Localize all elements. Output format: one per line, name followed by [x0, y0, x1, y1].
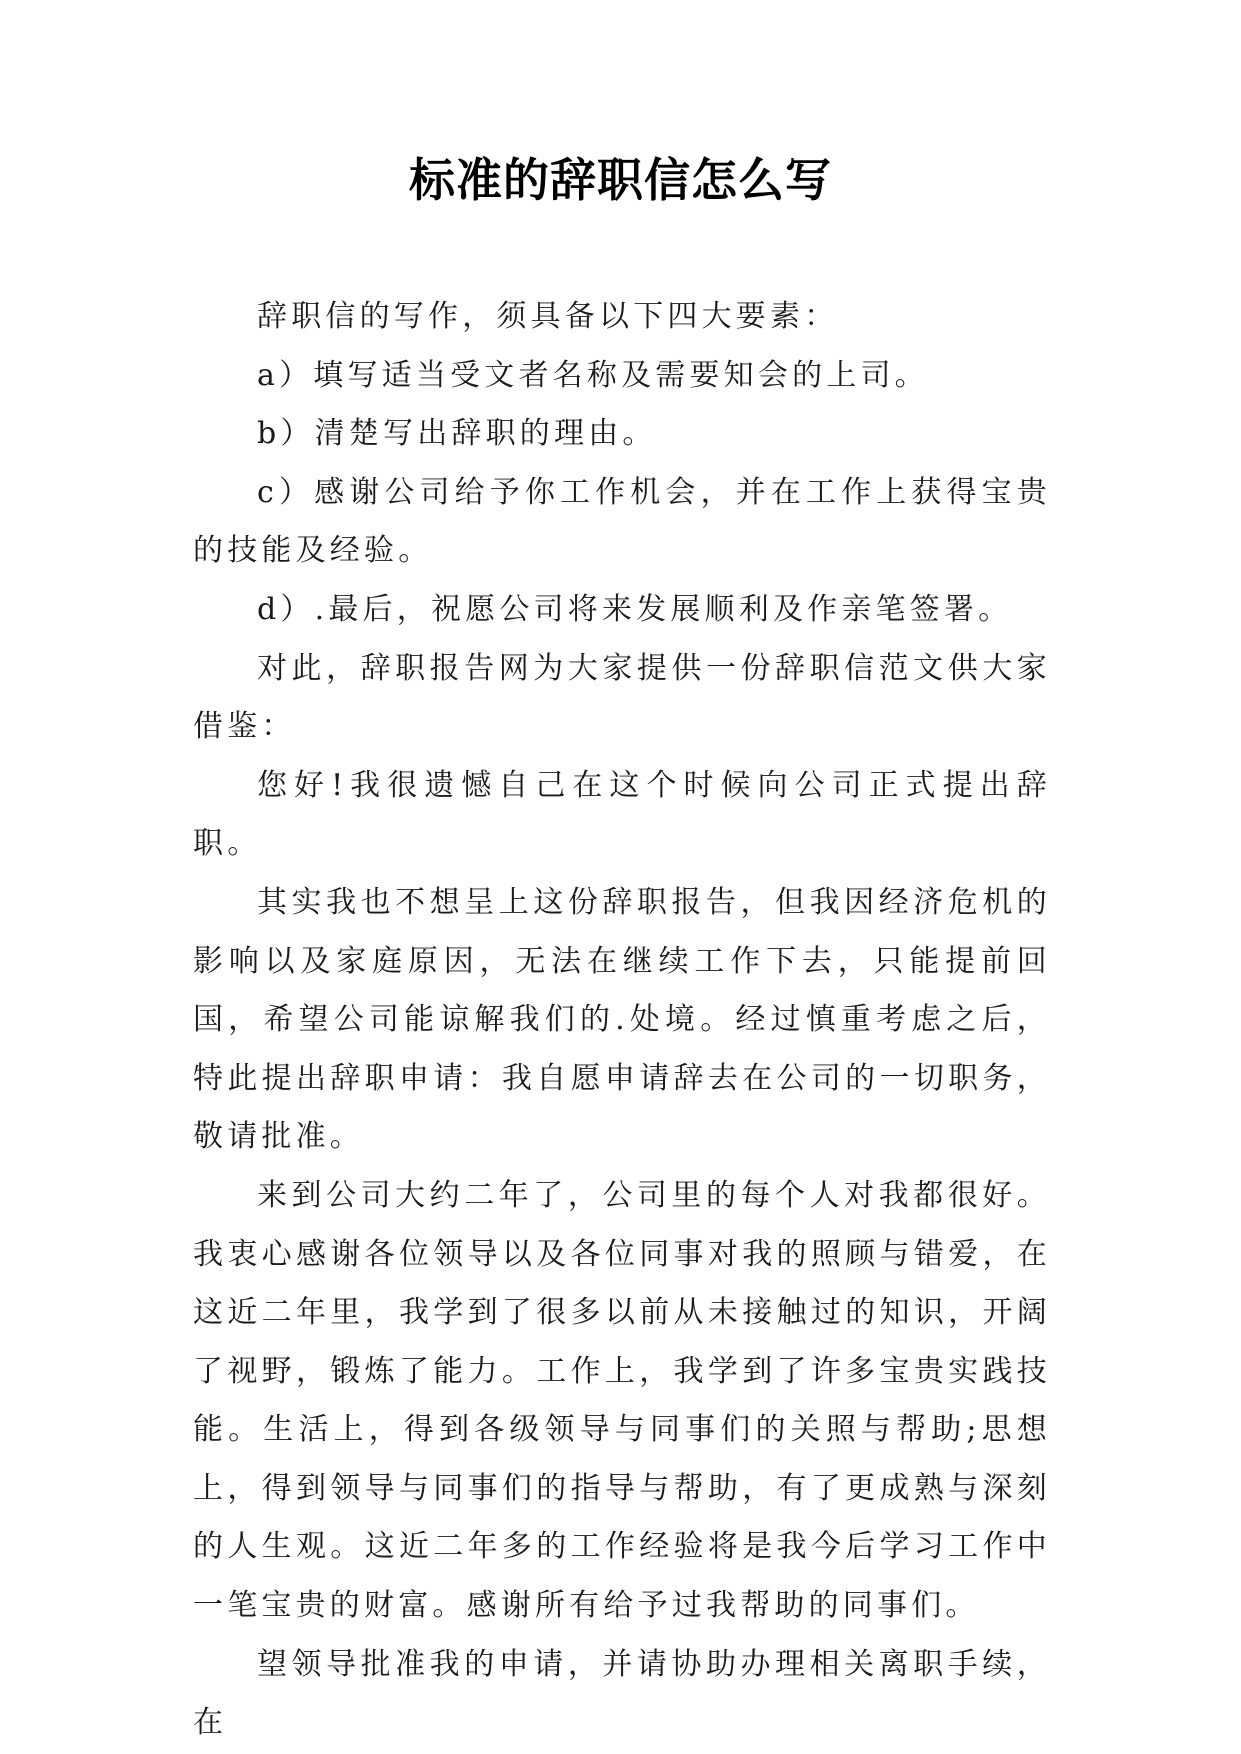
paragraph-item-b: b）清楚写出辞职的理由。	[257, 416, 657, 452]
paragraph-sample-intro: 对此，辞职报告网为大家提供一份辞职信范文供大家借鉴：	[193, 650, 1051, 745]
paragraph-item-c: c）感谢公司给予你工作机会，并在工作上获得宝贵的技能及经验。	[193, 474, 1051, 569]
paragraph-greeting: 您好!我很遗憾自己在这个时候向公司正式提出辞职。	[193, 767, 1051, 862]
document-body	[193, 288, 1051, 1753]
paragraph-item-a: a）填写适当受文者名称及需要知会的上司。	[257, 357, 929, 393]
document-title: 标准的辞职信怎么写	[409, 153, 832, 207]
paragraph-request: 望领导批准我的申请，并请协助办理相关离职手续，在	[193, 1646, 1051, 1741]
paragraph-reason: 其实我也不想呈上这份辞职报告，但我因经济危机的影响以及家庭原因，无法在继续工作下去，只能提前回国，希望公司能谅解我们的.处境。经过慎重考虑之后，特此提出辞职申请：我自愿申请辞去在公司的一切职务，敬请批准。	[193, 884, 1051, 1155]
paragraph-intro: 辞职信的写作，须具备以下四大要素：	[257, 299, 839, 334]
paragraph-item-d: d）.最后，祝愿公司将来发展顺利及作亲笔签署。	[257, 591, 1013, 627]
paragraph-gratitude: 来到公司大约二年了，公司里的每个人对我都很好。我衷心感谢各位领导以及各位同事对我的照顾与错爱，在这近二年里，我学到了很多以前从未接触过的知识，开阔了视野，锻炼了能力。工作上，我学到了许多宝贵实践技能。生活上，得到各级领导与同事们的关照与帮助;思想上，得到领导与同事们的指导与帮助，有了更成熟与深刻的人生观。这近二年多的工作经验将是我今后学习工作中一笔宝贵的财富。感谢所有给予过我帮助的同事们。	[193, 1177, 1051, 1624]
